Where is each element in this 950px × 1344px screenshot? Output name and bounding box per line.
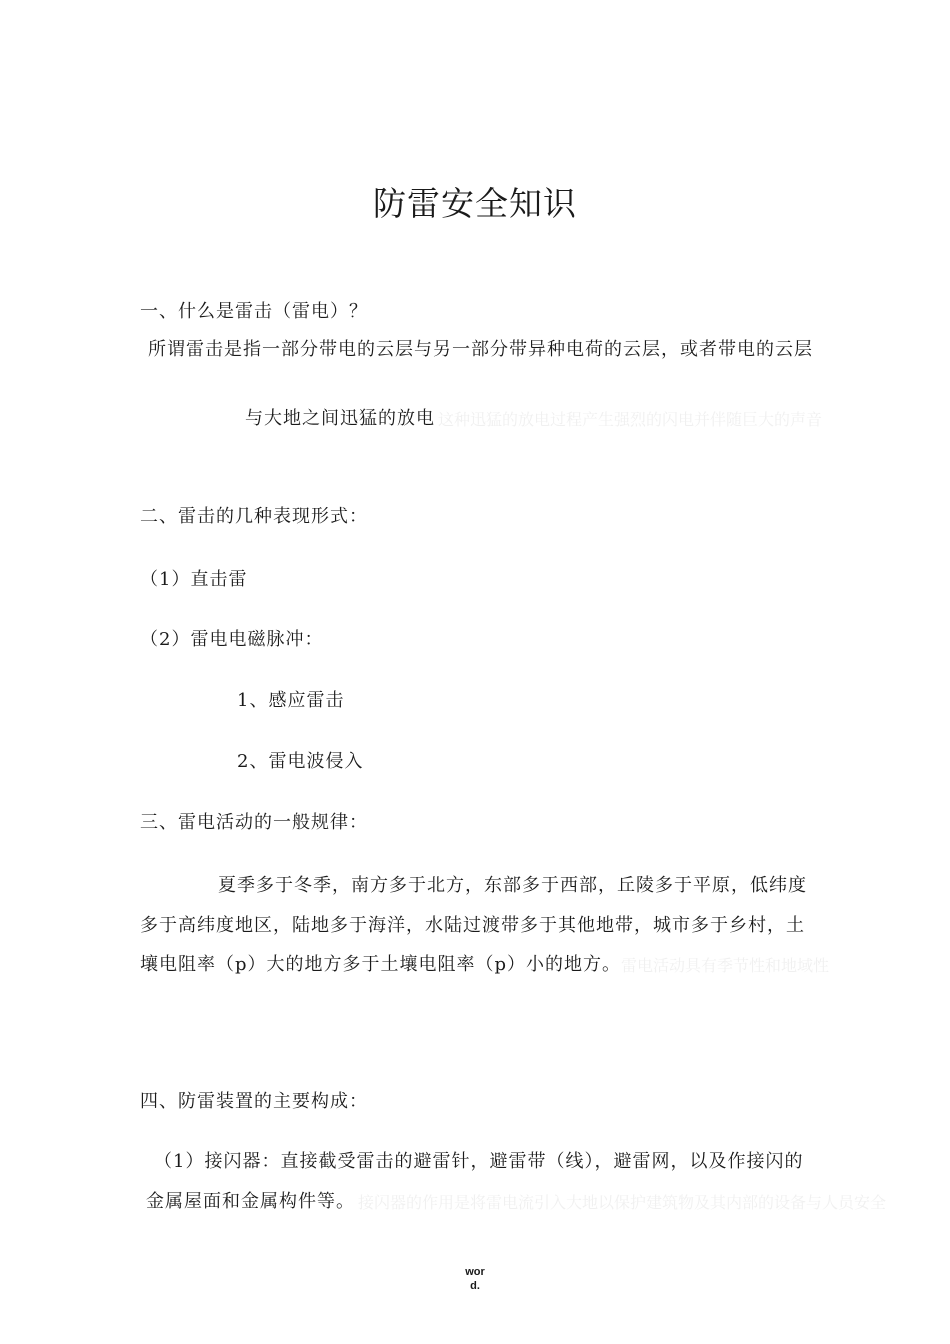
section-2-subitem-2: 2、雷电波侵入 — [237, 751, 364, 772]
section-3-faint-text: 雷电活动具有季节性和地域性 — [621, 956, 830, 975]
section-1-faint-text: 这种迅猛的放电过程产生强烈的闪电并伴随巨大的声音 — [438, 410, 823, 429]
footer-line-2: d. — [470, 1280, 480, 1292]
section-3-paragraph-line-3: 壤电阻率（p）大的地方多于土壤电阻率（p）小的地方。 — [140, 954, 622, 975]
section-2-item-2: （2）雷电电磁脉冲： — [140, 629, 324, 650]
footer-line-1: wor — [465, 1266, 485, 1278]
section-4-heading: 四、防雷装置的主要构成： — [140, 1091, 368, 1112]
section-1-paragraph-line-2: 与大地之间迅猛的放电 — [245, 408, 435, 429]
section-3-paragraph-line-2: 多于高纬度地区，陆地多于海洋，水陆过渡带多于其他地带，城市多于乡村，土 — [140, 915, 805, 936]
section-4-paragraph-line-2: 金属屋面和金属构件等。 — [146, 1191, 355, 1212]
document-title: 防雷安全知识 — [373, 184, 577, 223]
page-footer — [455, 1265, 495, 1293]
section-4-faint-text: 接闪器的作用是将雷电流引入大地以保护建筑物及其内部的设备与人员安全 — [358, 1193, 887, 1212]
section-2-item-1: （1）直击雷 — [140, 569, 248, 590]
section-4-paragraph-line-1: （1）接闪器：直接截受雷击的避雷针，避雷带（线），避雷网，以及作接闪的 — [154, 1151, 804, 1172]
section-2-subitem-1: 1、感应雷击 — [237, 690, 345, 711]
section-2-heading: 二、雷击的几种表现形式： — [140, 506, 368, 527]
section-1-heading: 一、什么是雷击（雷电）？ — [140, 301, 368, 322]
section-3-paragraph-line-1: 夏季多于冬季，南方多于北方，东部多于西部，丘陵多于平原，低纬度 — [218, 875, 807, 896]
section-3-heading: 三、雷电活动的一般规律： — [140, 812, 368, 833]
section-1-paragraph-line-1: 所谓雷击是指一部分带电的云层与另一部分带异种电荷的云层，或者带电的云层 — [148, 339, 813, 360]
